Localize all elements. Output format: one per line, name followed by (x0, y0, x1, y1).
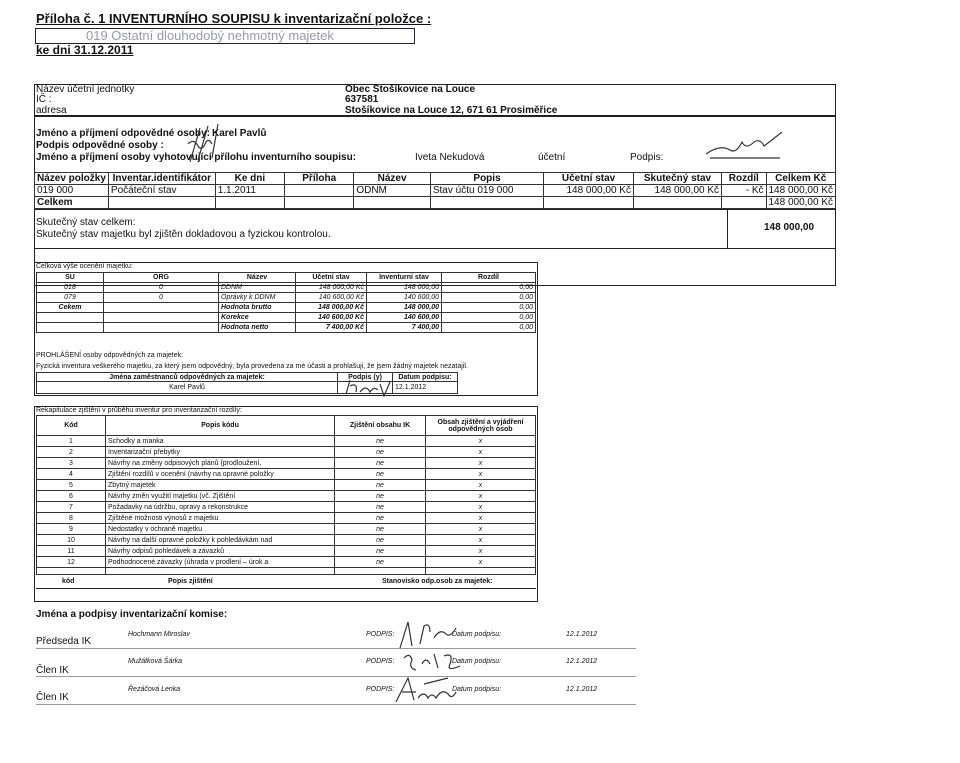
declaration-signature-mark (340, 376, 400, 400)
unit-label-ico: IČ : (36, 94, 52, 105)
items-total-row (35, 197, 836, 209)
commission-name: Mužátková Šárka (128, 658, 183, 665)
recap-cell: x (426, 546, 536, 557)
recap-cell: 11 (37, 546, 106, 557)
recap-cell: x (426, 447, 536, 458)
commission-role: Člen IK (36, 665, 69, 676)
items-cell: - Kč (722, 185, 766, 197)
unit-name: Obec Stošíkovice na Louce (345, 84, 476, 95)
responsible-person-label: Jméno a příjmení odpovědné osoby: (36, 128, 210, 139)
form-date: ke dni 31.12.2011 (36, 43, 134, 57)
recap-cell: Požadavky na údržbu, opravy a rekonstrukce (106, 502, 335, 513)
items-row (35, 185, 836, 197)
recap-cell: Inventarizační přebytky (106, 447, 335, 458)
commission-role: Člen IK (36, 692, 69, 703)
items-cell: Stav účtu 019 000 (430, 185, 543, 197)
items-total-label: Celkem (35, 197, 109, 209)
valuation-cell: 140 600,00 Kč (296, 313, 367, 323)
valuation-cell: 0,00 (442, 303, 536, 313)
recap-cell: Zjištěné možnosti výnosů z majetku (106, 513, 335, 524)
valuation-cell: 0 (104, 293, 219, 303)
declaration-name: Karel Pavlů (37, 382, 338, 394)
declaration-caption: PROHLÁŠENÍ osoby odpovědných za majetek: (36, 352, 184, 359)
valuation-cell (104, 323, 219, 333)
recap-cell: x (426, 502, 536, 513)
items-header: Inventar.identifikátor (108, 173, 215, 185)
recap-cell: x (426, 436, 536, 447)
recap-cell: 6 (37, 491, 106, 502)
recap-row (37, 513, 536, 524)
valuation-header: Název (219, 273, 296, 283)
recap-row (37, 491, 536, 502)
items-cell: 1.1.2011 (215, 185, 284, 197)
valuation-cell: Hodnota brutto (219, 303, 296, 313)
recap-row (37, 502, 536, 513)
recap-cell: 4 (37, 469, 106, 480)
recap-row (37, 447, 536, 458)
recap-cell: Podhodnocené závazky (úhrada v prodlení – úrok a (106, 557, 335, 568)
recap-row (37, 480, 536, 491)
valuation-row (37, 323, 536, 333)
items-total-value: 148 000,00 Kč (766, 197, 836, 209)
items-header: Příloha (285, 173, 354, 185)
recap-cell: 7 (37, 502, 106, 513)
recap-cell: ne (335, 480, 426, 491)
commission-sign-label: PODPIS: (366, 658, 395, 665)
items-header: Účetní stav (544, 173, 634, 185)
valuation-cell: 140 600,00 (367, 313, 442, 323)
items-header: Název (354, 173, 431, 185)
recap-cell: ne (335, 447, 426, 458)
items-cell: ODNM (354, 185, 431, 197)
valuation-row (37, 313, 536, 323)
commission-date: 12.1.2012 (566, 658, 598, 665)
preparer-label: Jméno a příjmení osoby vyhotovující přílohu inventurního soupisu: (36, 152, 357, 163)
recap-row (37, 469, 536, 480)
commission-name: Řezáčová Lenka (128, 686, 181, 693)
recap-header-row (37, 416, 536, 436)
items-cell: 148 000,00 Kč (633, 185, 721, 197)
recap-table (36, 415, 536, 575)
recap-cell: x (426, 491, 536, 502)
recap-cell: ne (335, 535, 426, 546)
recap-cell: 2 (37, 447, 106, 458)
recap-cell: x (426, 557, 536, 568)
recap-header: Kód (37, 416, 106, 436)
recap-cell: Nedostatky v ochraně majetku (106, 524, 335, 535)
commission-title: Jména a podpisy inventarizační komise: (36, 609, 228, 620)
valuation-cell (37, 323, 104, 333)
actual-total-note: Skutečný stav majetku byl zjištěn dokladovou a fyzickou kontrolou. (36, 229, 331, 240)
valuation-row (37, 293, 536, 303)
declaration-text: Fyzická inventura veškerého majetku, za který jsem odpovědný, byla provedena za mé účasti a prohlašuji, že jsem žádný majetek nezatajil. (36, 363, 468, 370)
recap-cell: ne (335, 502, 426, 513)
recap-cell: 3 (37, 458, 106, 469)
valuation-cell (104, 313, 219, 323)
valuation-cell: 0,00 (442, 283, 536, 293)
recap-cell: ne (335, 458, 426, 469)
preparer-name: Iveta Nekudová (415, 152, 485, 163)
commission-signature (388, 672, 462, 708)
recap-cell: x (426, 513, 536, 524)
declaration-table (36, 372, 536, 394)
recap-caption: Rekapitulace zjištění v průběhu inventur pro inventarizační rozdíly: (36, 407, 242, 414)
recap-cell: x (426, 480, 536, 491)
recap-cell: ne (335, 557, 426, 568)
items-header: Název položky (35, 173, 109, 185)
valuation-cell: 140 600,00 Kč (296, 293, 367, 303)
recap-cell: 9 (37, 524, 106, 535)
recap-cell: x (426, 458, 536, 469)
recap-cell: ne (335, 524, 426, 535)
valuation-cell (37, 313, 104, 323)
declaration-header: Jména zaměstnanců odpovědných za majetek: (37, 373, 338, 382)
unit-ico: 637581 (345, 94, 379, 105)
recap-row (37, 535, 536, 546)
items-header: Rozdíl (722, 173, 766, 185)
valuation-cell: 0,00 (442, 293, 536, 303)
preparer-signature (700, 132, 790, 166)
items-cell: 019 000 (35, 185, 109, 197)
valuation-cell: 140 600,00 (367, 293, 442, 303)
valuation-cell: Hodnota netto (219, 323, 296, 333)
items-cell: Počáteční stav (108, 185, 215, 197)
declaration-date: 12.1.2012 (393, 382, 458, 394)
recap-cell: 8 (37, 513, 106, 524)
valuation-header: ORG (104, 273, 219, 283)
item-name: 019 Ostatní dlouhodobý nehmotný majetek (86, 28, 334, 43)
valuation-cell: 148 000,00 (367, 303, 442, 313)
declaration-header-row (37, 373, 536, 382)
preparer-role: účetní (538, 152, 566, 163)
recap-cell: ne (335, 436, 426, 447)
valuation-cell: 0,00 (442, 313, 536, 323)
valuation-cell: 018 (37, 283, 104, 293)
items-cell (285, 185, 354, 197)
declaration-header: Podpis (y) (338, 373, 393, 382)
recap-cell: Návrhy odpisů pohledávek a závazků (106, 546, 335, 557)
commission-sign-label: PODPIS: (366, 686, 395, 693)
commission-date-label: Datum podpisu: (452, 631, 502, 638)
items-cell: 148 000,00 Kč (544, 185, 634, 197)
items-header: Skutečný stav (633, 173, 721, 185)
valuation-cell: Korekce (219, 313, 296, 323)
commission-sign-label: PODPIS: (366, 631, 395, 638)
preparer-signature-label: Podpis: (630, 152, 664, 163)
commission-role: Předseda IK (36, 636, 92, 647)
valuation-caption: Celková výše ocenění majetku: (36, 263, 133, 270)
recap-row (37, 546, 536, 557)
recap-cell: Návrhy na změny odpisových plánů (prodloužení, (106, 458, 335, 469)
valuation-header-row (37, 273, 536, 283)
recap-footer-description: Popis zjištění (168, 578, 213, 585)
recap-row (37, 557, 536, 568)
recap-row (37, 458, 536, 469)
declaration-row (37, 382, 536, 394)
valuation-cell: 7 400,00 (367, 323, 442, 333)
recap-header: Obsah zjištění a vyjádření odpovědných osob (426, 416, 536, 436)
responsible-person-name: Karel Pavlů (212, 128, 267, 139)
valuation-cell: Cekem (37, 303, 104, 313)
recap-cell: 5 (37, 480, 106, 491)
valuation-cell: 0 (104, 283, 219, 293)
recap-cell: Schodky a manka (106, 436, 335, 447)
valuation-cell: 079 (37, 293, 104, 303)
valuation-cell: Oprávky k DDNM (219, 293, 296, 303)
recap-cell: 10 (37, 535, 106, 546)
recap-cell: x (426, 469, 536, 480)
actual-total-value: 148 000,00 (764, 222, 815, 233)
valuation-table (36, 272, 536, 333)
recap-cell: Zjištění rozdílů v ocenění (návrhy na opravné položky (106, 469, 335, 480)
actual-total-label: Skutečný stav celkem: (36, 217, 136, 228)
recap-cell: Zbytný majetek (106, 480, 335, 491)
recap-cell: x (426, 535, 536, 546)
valuation-cell: 148 000,00 Kč (296, 303, 367, 313)
valuation-cell: 7 400,00 Kč (296, 323, 367, 333)
recap-header: Popis kódu (106, 416, 335, 436)
items-header: Celkem Kč (766, 173, 836, 185)
items-table (34, 172, 836, 209)
valuation-cell: 148 000,00 (367, 283, 442, 293)
valuation-cell: 148 000,00 Kč (296, 283, 367, 293)
commission-date: 12.1.2012 (566, 686, 598, 693)
responsible-signature-label: Podpis odpovědné osoby : (36, 140, 164, 151)
recap-header: Zjištění obsahu IK (335, 416, 426, 436)
items-header-row (35, 173, 836, 185)
recap-row (37, 436, 536, 447)
items-header: Ke dni (215, 173, 284, 185)
recap-footer-opinion: Stanovisko odp.osob za majetek: (382, 578, 493, 585)
declaration-header: Datum podpisu: (393, 373, 458, 382)
recap-cell: Návrhy změn využití majetku (vč. Zjištění (106, 491, 335, 502)
items-cell: 148 000,00 Kč (766, 185, 836, 197)
commission-name: Hochmann Miroslav (128, 631, 190, 638)
recap-cell: ne (335, 491, 426, 502)
valuation-cell (104, 303, 219, 313)
responsible-signature (160, 122, 250, 164)
recap-row (37, 524, 536, 535)
valuation-header: Inventurní stav (367, 273, 442, 283)
recap-cell: x (426, 524, 536, 535)
unit-label-name: Název účetní jednotky (36, 84, 135, 95)
recap-cell: 1 (37, 436, 106, 447)
valuation-row (37, 303, 536, 313)
recap-cell: ne (335, 546, 426, 557)
form-title: Příloha č. 1 INVENTURNÍHO SOUPISU k inventarizační položce : (36, 11, 432, 26)
valuation-header: SU (37, 273, 104, 283)
recap-footer-code: kód (62, 578, 75, 585)
valuation-cell: DDNM (219, 283, 296, 293)
valuation-cell: 0,00 (442, 323, 536, 333)
commission-date: 12.1.2012 (566, 631, 598, 638)
unit-label-address: adresa (36, 105, 67, 116)
valuation-row (37, 283, 536, 293)
commission-date-label: Datum podpisu: (452, 658, 502, 665)
valuation-header: Rozdíl (442, 273, 536, 283)
recap-cell: ne (335, 513, 426, 524)
recap-cell: Návrhy na další opravné položky k pohledávkám nad (106, 535, 335, 546)
recap-cell: 12 (37, 557, 106, 568)
valuation-header: Účetní stav (296, 273, 367, 283)
recap-cell: ne (335, 469, 426, 480)
commission-date-label: Datum podpisu: (452, 686, 502, 693)
unit-address: Stošíkovice na Louce 12, 671 61 Prosiměřice (345, 105, 558, 116)
items-header: Popis (430, 173, 543, 185)
